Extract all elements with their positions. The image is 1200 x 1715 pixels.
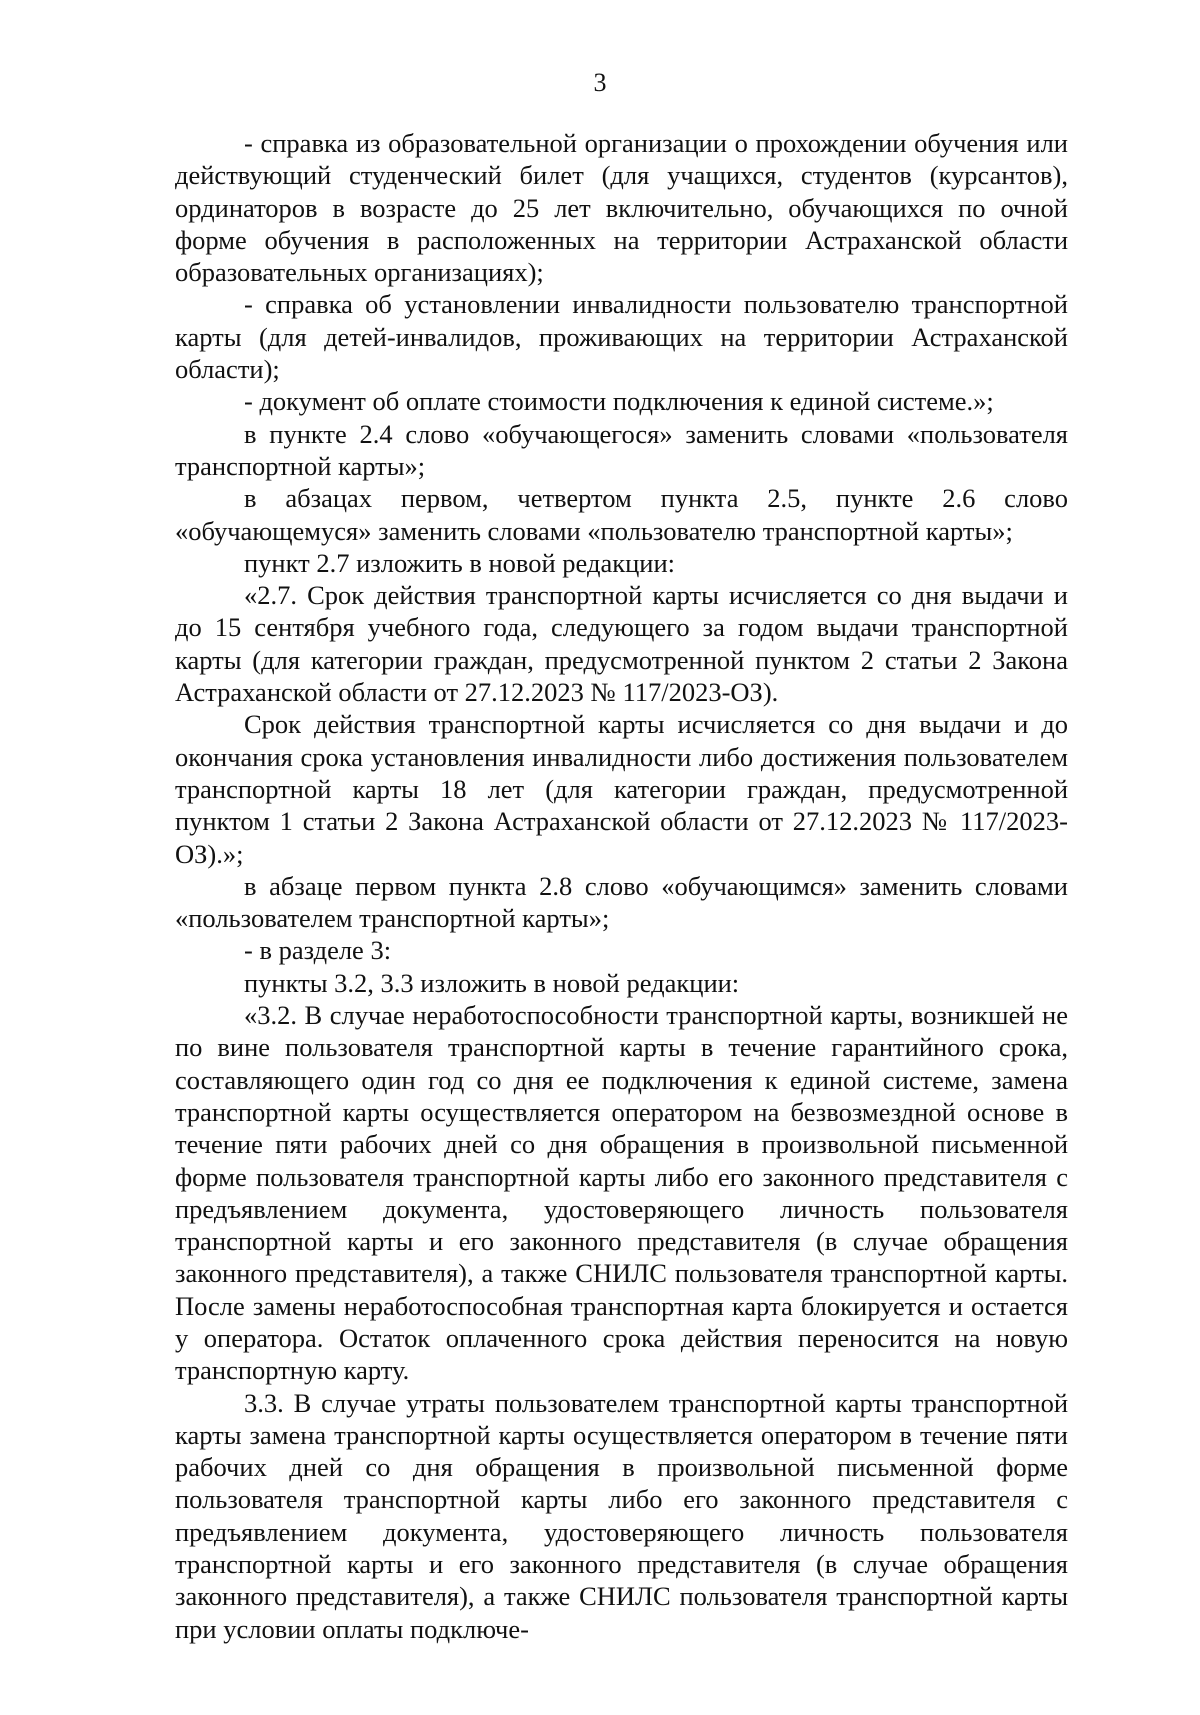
document-body bbox=[175, 127, 1068, 1645]
paragraph-clause-2-7-text: «2.7. Срок действия транспортной карты исчисляется со дня выдачи и до 15 сентября учебного года, следующего за годом выдачи транспортной карты (для категории граждан, предусмотренной пунктом 2 статьи 2 Закона Астраханской области от 27.12.2023 № 117/2023-ОЗ). bbox=[175, 580, 1068, 708]
paragraph-disability-certificate: - справка об установлении инвалидности пользователю транспортной карты (для детей-инвалидов, проживающих на территории Астраханской области); bbox=[175, 289, 1068, 385]
paragraph-clause-2-4: в пункте 2.4 слово «обучающегося» заменить словами «пользователя транспортной карты»; bbox=[175, 418, 1068, 481]
paragraph-clause-2-7-second: Срок действия транспортной карты исчисляется со дня выдачи и до окончания срока установления инвалидности либо достижения пользователем транспортной карты 18 лет (для категории граждан, предусмотренной пунктом 1 статьи 2 Закона Астраханской области от 27.12.2023 № 117/2023-ОЗ).»; bbox=[175, 709, 1068, 869]
paragraph-study-certificate: - справка из образовательной организации о прохождении обучения или действующий студенческий билет (для учащихся, студентов (курсантов), ординаторов в возрасте до 25 лет включительно, обучающихся по очной форме обучения в расположенных на территории Астраханской области образовательных организациях); bbox=[175, 128, 1068, 288]
page-number: 3 bbox=[593, 68, 607, 97]
paragraph-section-3: - в разделе 3: bbox=[244, 935, 392, 966]
paragraph-clause-2-7-intro: пункт 2.7 изложить в новой редакции: bbox=[244, 547, 675, 578]
paragraph-clause-3-2: «3.2. В случае неработоспособности транспортной карты, возникшей не по вине пользователя транспортной карты в течение гарантийного срока, составляющего один год со дня ее подключения к единой системе, замена транспортной карты осуществляется оператором на безвозмездной основе в течение пяти рабочих дней со дня обращения в произвольной письменной форме пользователя транспортной карты либо его законного представителя с предъявлением документа, удостоверяющего личность пользователя транспортной карты и его законного представителя (в случае обращения законного представителя), а также СНИЛС пользователя транспортной карты. После замены неработоспособная транспортная карта блокируется и остается у оператора. Остаток оплаченного срока действия переносится на новую транспортную карту. bbox=[175, 1000, 1068, 1386]
paragraph-clause-3-3: 3.3. В случае утраты пользователем транспортной карты транспортной карты замена транспортной карты осуществляется оператором в течение пяти рабочих дней со дня обращения в произвольной письменной форме пользователя транспортной карты либо его законного представителя с предъявлением документа, удостоверяющего личность пользователя транспортной карты и его законного представителя (в случае обращения законного представителя), а также СНИЛС пользователя транспортной карты при условии оплаты подключе- bbox=[175, 1387, 1068, 1644]
paragraph-payment-document: - документ об оплате стоимости подключения к единой системе.»; bbox=[244, 386, 994, 417]
paragraph-clause-2-8: в абзаце первом пункта 2.8 слово «обучающимся» заменить словами «пользователем транспортной карты»; bbox=[175, 870, 1068, 934]
paragraph-clauses-3-2-3-3-intro: пункты 3.2, 3.3 изложить в новой редакции: bbox=[244, 967, 740, 998]
paragraph-clause-2-5-2-6: в абзацах первом, четвертом пункта 2.5, пункте 2.6 слово «обучающемуся» заменить словами «пользователю транспортной карты»; bbox=[175, 483, 1068, 546]
